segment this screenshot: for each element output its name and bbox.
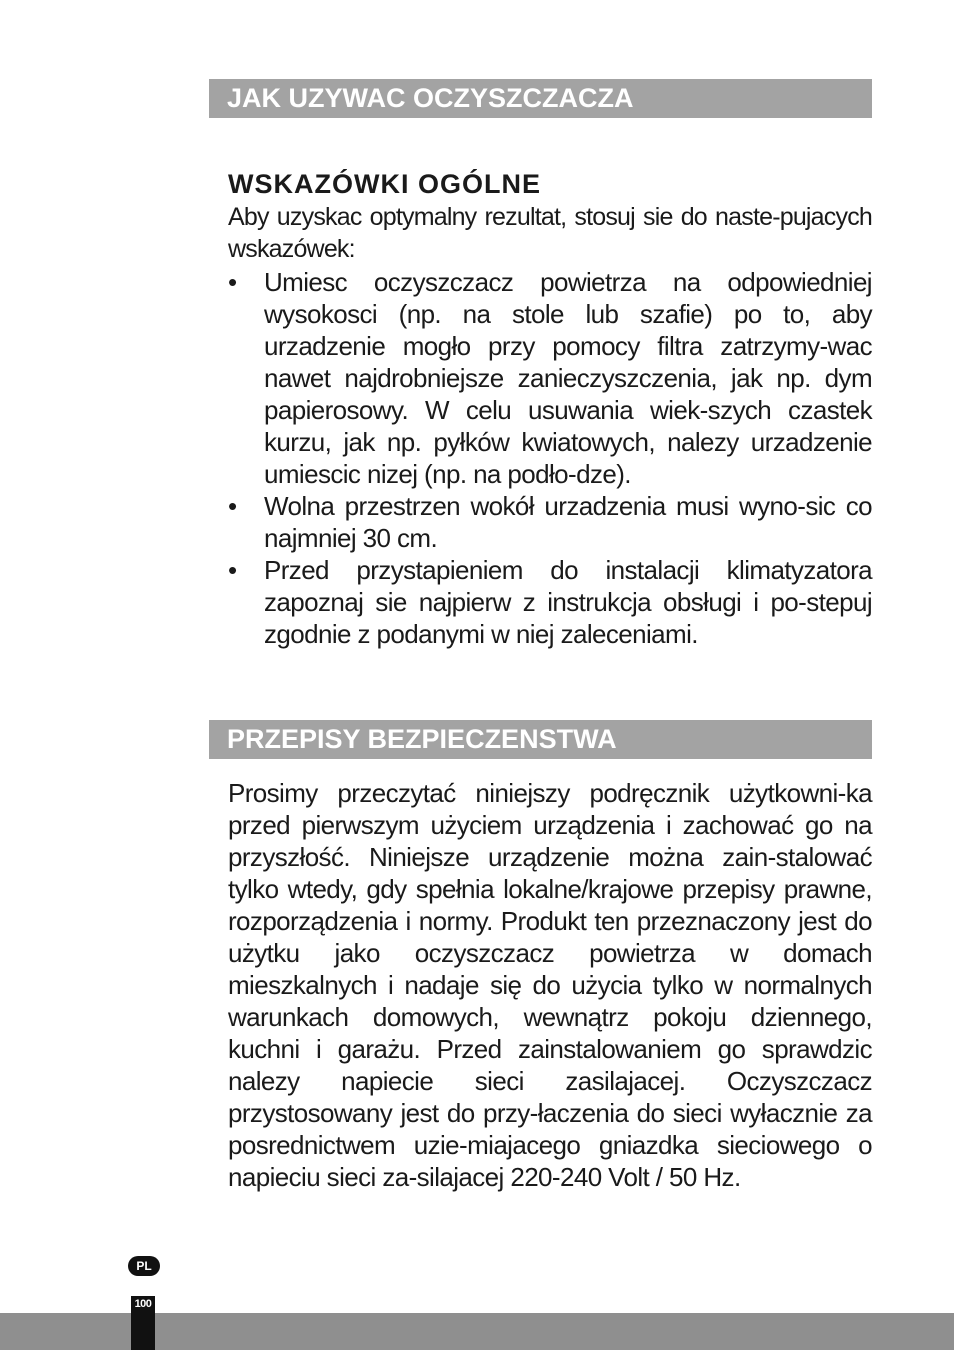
- list-item: [228, 554, 872, 650]
- page-number: 100: [134, 1298, 152, 1310]
- language-badge: PL: [128, 1256, 160, 1276]
- subheading-general-tips: WSKAZÓWKI OGÓLNE: [228, 169, 541, 199]
- list-item: [228, 266, 872, 490]
- bullet-icon: •: [228, 491, 237, 521]
- safety-paragraph: Prosimy przeczytać niniejszy podręcznik użytkowni-ka przed pierwszym użyciem urządzenia i zachować go na przyszłość. Niniejsze urządzenie można zain-stalować tylko wtedy, gdy spełnia lokalne/krajowe przepisy prawne, rozporządzenia i normy. Produkt ten przeznaczony jest do użytku jako oczyszczacz powietrza w domach mieszkalnych i nadaje się do użycia tylko w normalnych warunkach domowych, wewnątrz pokoju dziennego, kuchni i garażu. Przed zainstalowaniem go sprawdzic nalezy napiecie sieci zasilajacej. Oczyszczacz przystosowany jest do przy-łaczenia do sieci wyłacznie za posrednictwem uzie-miajacego gniazdka sieciowego o napieciu sieci za-silajacej 220-240 Volt / 50 Hz.: [228, 778, 872, 1192]
- section-header-usage: JAK UZYWAC OCZYSZCZACZA: [209, 79, 872, 118]
- bullet-icon: •: [228, 555, 237, 585]
- tips-list: [228, 266, 872, 650]
- tip-text: Umiesc oczyszczacz powietrza na odpowiedniej wysokosci (np. na stole lub szafie) po to, aby urzadzenie mogło przy pomocy filtra zatrzymy-wac nawet najdrobniejsze zanieczyszczenia, jak np. dym papierosowy. W celu usuwania wiek-szych czastek kurzu, jak np. pyłków kwiatowych, nalezy urzadzenie umiescic nizej (np. na podło-dze).: [264, 267, 872, 489]
- bullet-icon: •: [228, 267, 237, 297]
- intro-paragraph: Aby uzyskac optymalny rezultat, stosuj sie do naste-pujacych wskazówek:: [228, 203, 872, 263]
- list-item: [228, 490, 872, 554]
- tip-text: Wolna przestrzen wokół urzadzenia musi wyno-sic co najmniej 30 cm.: [264, 491, 872, 553]
- tip-text: Przed przystapieniem do instalacji klimatyzatora zapoznaj sie najpierw z instrukcja obsługi i po-stepuj zgodnie z podanymi w niej zaleceniami.: [264, 555, 872, 649]
- section-header-safety: PRZEPISY BEZPIECZENSTWA: [209, 720, 872, 759]
